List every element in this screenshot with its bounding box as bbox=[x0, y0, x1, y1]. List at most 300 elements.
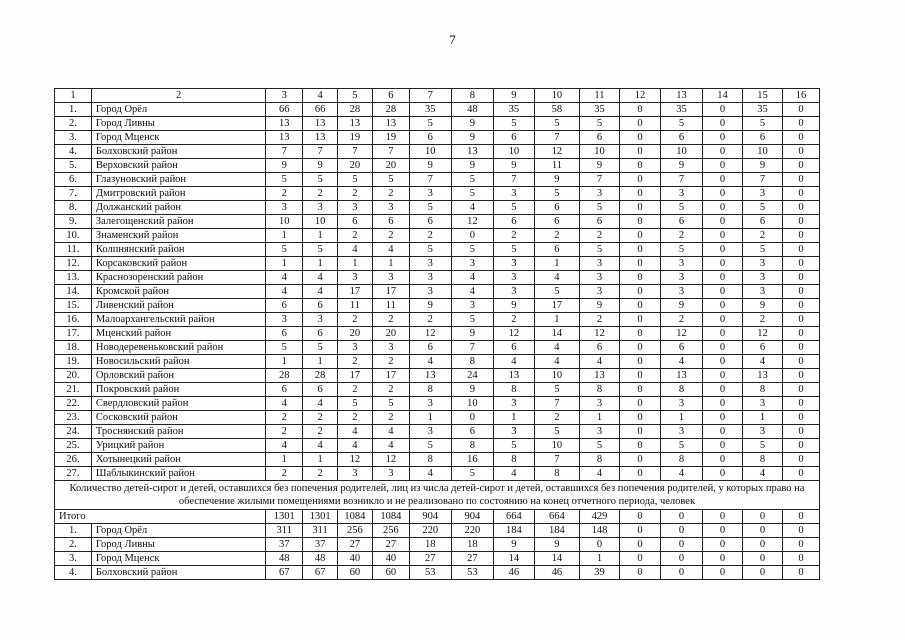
value-cell: 0 bbox=[702, 299, 742, 313]
value-cell: 3 bbox=[372, 271, 409, 285]
value-cell: 8 bbox=[493, 453, 534, 467]
value-cell: 4 bbox=[534, 355, 579, 369]
value-cell: 0 bbox=[742, 552, 782, 566]
value-cell: 4 bbox=[409, 355, 451, 369]
value-cell: 13 bbox=[409, 369, 451, 383]
totals-value-cell: 1301 bbox=[266, 510, 303, 524]
value-cell: 3 bbox=[338, 201, 373, 215]
value-cell: 0 bbox=[782, 566, 819, 580]
table-row bbox=[55, 299, 820, 313]
value-cell: 9 bbox=[660, 159, 702, 173]
value-cell: 17 bbox=[338, 369, 373, 383]
district-name-cell: Город Орёл bbox=[91, 524, 265, 538]
value-cell: 0 bbox=[660, 538, 702, 552]
value-cell: 9 bbox=[660, 299, 702, 313]
value-cell: 3 bbox=[579, 257, 619, 271]
value-cell: 5 bbox=[579, 439, 619, 453]
value-cell: 60 bbox=[372, 566, 409, 580]
value-cell: 7 bbox=[579, 173, 619, 187]
row-number-cell: 2. bbox=[55, 117, 92, 131]
value-cell: 4 bbox=[451, 271, 493, 285]
value-cell: 5 bbox=[409, 201, 451, 215]
value-cell: 0 bbox=[782, 173, 819, 187]
row-number-cell: 18. bbox=[55, 341, 92, 355]
value-cell: 10 bbox=[493, 145, 534, 159]
value-cell: 6 bbox=[266, 299, 303, 313]
district-name-cell: Город Орёл bbox=[91, 103, 265, 117]
value-cell: 13 bbox=[451, 145, 493, 159]
value-cell: 1 bbox=[303, 257, 338, 271]
table-row bbox=[55, 285, 820, 299]
value-cell: 3 bbox=[742, 285, 782, 299]
district-name-cell: Колпнянский район bbox=[91, 243, 265, 257]
value-cell: 2 bbox=[266, 411, 303, 425]
value-cell: 1 bbox=[266, 229, 303, 243]
value-cell: 6 bbox=[451, 425, 493, 439]
value-cell: 9 bbox=[451, 383, 493, 397]
value-cell: 3 bbox=[493, 425, 534, 439]
value-cell: 3 bbox=[742, 425, 782, 439]
value-cell: 4 bbox=[338, 439, 373, 453]
table-row bbox=[55, 159, 820, 173]
table-row bbox=[55, 243, 820, 257]
value-cell: 0 bbox=[619, 397, 660, 411]
value-cell: 6 bbox=[409, 341, 451, 355]
value-cell: 8 bbox=[493, 383, 534, 397]
value-cell: 7 bbox=[534, 453, 579, 467]
value-cell: 0 bbox=[702, 243, 742, 257]
value-cell: 7 bbox=[303, 145, 338, 159]
district-name-cell: Залегощенский район bbox=[91, 215, 265, 229]
value-cell: 0 bbox=[619, 538, 660, 552]
value-cell: 4 bbox=[338, 243, 373, 257]
district-name-cell: Корсаковский район bbox=[91, 257, 265, 271]
row-number-cell: 1. bbox=[55, 524, 92, 538]
district-name-cell: Шаблыкинский район bbox=[91, 467, 265, 481]
value-cell: 12 bbox=[660, 327, 702, 341]
district-name-cell: Город Ливны bbox=[91, 538, 265, 552]
value-cell: 6 bbox=[579, 131, 619, 145]
value-cell: 0 bbox=[619, 159, 660, 173]
value-cell: 27 bbox=[409, 552, 451, 566]
value-cell: 0 bbox=[782, 369, 819, 383]
value-cell: 3 bbox=[451, 257, 493, 271]
value-cell: 7 bbox=[493, 173, 534, 187]
row-number-cell: 4. bbox=[55, 145, 92, 159]
value-cell: 0 bbox=[782, 538, 819, 552]
table-row bbox=[55, 552, 820, 566]
value-cell: 0 bbox=[619, 299, 660, 313]
value-cell: 13 bbox=[266, 117, 303, 131]
value-cell: 13 bbox=[579, 369, 619, 383]
value-cell: 8 bbox=[451, 355, 493, 369]
value-cell: 5 bbox=[579, 243, 619, 257]
row-number-cell: 10. bbox=[55, 229, 92, 243]
value-cell: 67 bbox=[303, 566, 338, 580]
row-number-cell: 27. bbox=[55, 467, 92, 481]
value-cell: 0 bbox=[619, 552, 660, 566]
value-cell: 256 bbox=[372, 524, 409, 538]
value-cell: 6 bbox=[266, 327, 303, 341]
value-cell: 37 bbox=[303, 538, 338, 552]
value-cell: 17 bbox=[372, 369, 409, 383]
value-cell: 3 bbox=[372, 201, 409, 215]
value-cell: 0 bbox=[782, 453, 819, 467]
row-number-cell: 2. bbox=[55, 538, 92, 552]
value-cell: 0 bbox=[619, 117, 660, 131]
value-cell: 0 bbox=[660, 524, 702, 538]
value-cell: 2 bbox=[372, 187, 409, 201]
row-number-cell: 5. bbox=[55, 159, 92, 173]
value-cell: 5 bbox=[534, 285, 579, 299]
value-cell: 2 bbox=[303, 467, 338, 481]
table-row bbox=[55, 425, 820, 439]
value-cell: 4 bbox=[266, 439, 303, 453]
value-cell: 7 bbox=[534, 131, 579, 145]
value-cell: 28 bbox=[303, 369, 338, 383]
table-row bbox=[55, 411, 820, 425]
value-cell: 2 bbox=[372, 411, 409, 425]
value-cell: 2 bbox=[742, 229, 782, 243]
value-cell: 11 bbox=[372, 299, 409, 313]
totals-label: Итого bbox=[55, 510, 266, 524]
value-cell: 6 bbox=[660, 131, 702, 145]
row-number-cell: 9. bbox=[55, 215, 92, 229]
value-cell: 66 bbox=[303, 103, 338, 117]
value-cell: 10 bbox=[451, 397, 493, 411]
value-cell: 5 bbox=[493, 243, 534, 257]
value-cell: 0 bbox=[702, 397, 742, 411]
table-row bbox=[55, 524, 820, 538]
value-cell: 0 bbox=[702, 103, 742, 117]
value-cell: 2 bbox=[534, 411, 579, 425]
value-cell: 0 bbox=[619, 215, 660, 229]
value-cell: 6 bbox=[579, 341, 619, 355]
value-cell: 5 bbox=[742, 201, 782, 215]
value-cell: 5 bbox=[742, 439, 782, 453]
value-cell: 2 bbox=[372, 355, 409, 369]
value-cell: 12 bbox=[742, 327, 782, 341]
table-row bbox=[55, 313, 820, 327]
value-cell: 13 bbox=[493, 369, 534, 383]
district-name-cell: Покровский район bbox=[91, 383, 265, 397]
district-name-cell: Дмитровский район bbox=[91, 187, 265, 201]
value-cell: 4 bbox=[493, 467, 534, 481]
value-cell: 0 bbox=[619, 524, 660, 538]
value-cell: 0 bbox=[702, 552, 742, 566]
value-cell: 5 bbox=[409, 439, 451, 453]
value-cell: 2 bbox=[303, 187, 338, 201]
value-cell: 2 bbox=[579, 313, 619, 327]
value-cell: 4 bbox=[742, 467, 782, 481]
value-cell: 0 bbox=[702, 257, 742, 271]
value-cell: 0 bbox=[702, 453, 742, 467]
value-cell: 12 bbox=[372, 453, 409, 467]
row-number-cell: 25. bbox=[55, 439, 92, 453]
value-cell: 3 bbox=[409, 285, 451, 299]
value-cell: 0 bbox=[702, 285, 742, 299]
value-cell: 8 bbox=[742, 383, 782, 397]
value-cell: 0 bbox=[702, 201, 742, 215]
value-cell: 5 bbox=[303, 341, 338, 355]
value-cell: 10 bbox=[579, 145, 619, 159]
value-cell: 14 bbox=[493, 552, 534, 566]
value-cell: 0 bbox=[702, 411, 742, 425]
value-cell: 1 bbox=[303, 229, 338, 243]
value-cell: 0 bbox=[619, 425, 660, 439]
row-number-cell: 11. bbox=[55, 243, 92, 257]
value-cell: 3 bbox=[493, 257, 534, 271]
totals-value-cell: 0 bbox=[619, 510, 660, 524]
value-cell: 11 bbox=[534, 159, 579, 173]
column-number-cell: 9 bbox=[493, 89, 534, 103]
value-cell: 9 bbox=[409, 299, 451, 313]
value-cell: 0 bbox=[782, 467, 819, 481]
value-cell: 13 bbox=[266, 131, 303, 145]
value-cell: 0 bbox=[702, 229, 742, 243]
value-cell: 3 bbox=[660, 285, 702, 299]
value-cell: 3 bbox=[338, 341, 373, 355]
district-name-cell: Знаменский район bbox=[91, 229, 265, 243]
value-cell: 35 bbox=[493, 103, 534, 117]
value-cell: 1 bbox=[338, 257, 373, 271]
district-name-cell: Орловский район bbox=[91, 369, 265, 383]
value-cell: 5 bbox=[660, 243, 702, 257]
totals-value-cell: 664 bbox=[493, 510, 534, 524]
table-row bbox=[55, 173, 820, 187]
value-cell: 2 bbox=[303, 425, 338, 439]
value-cell: 5 bbox=[266, 243, 303, 257]
value-cell: 17 bbox=[534, 299, 579, 313]
value-cell: 5 bbox=[451, 243, 493, 257]
value-cell: 20 bbox=[372, 327, 409, 341]
totals-value-cell: 1084 bbox=[338, 510, 373, 524]
value-cell: 5 bbox=[660, 439, 702, 453]
value-cell: 11 bbox=[338, 299, 373, 313]
value-cell: 3 bbox=[493, 187, 534, 201]
value-cell: 46 bbox=[493, 566, 534, 580]
column-number-cell: 10 bbox=[534, 89, 579, 103]
value-cell: 12 bbox=[493, 327, 534, 341]
value-cell: 4 bbox=[303, 271, 338, 285]
value-cell: 2 bbox=[372, 313, 409, 327]
value-cell: 13 bbox=[303, 131, 338, 145]
value-cell: 0 bbox=[702, 538, 742, 552]
value-cell: 7 bbox=[266, 145, 303, 159]
value-cell: 4 bbox=[409, 467, 451, 481]
value-cell: 3 bbox=[493, 271, 534, 285]
value-cell: 7 bbox=[534, 397, 579, 411]
value-cell: 6 bbox=[579, 215, 619, 229]
district-name-cell: Кромской район bbox=[91, 285, 265, 299]
value-cell: 18 bbox=[409, 538, 451, 552]
value-cell: 5 bbox=[372, 173, 409, 187]
table-row bbox=[55, 145, 820, 159]
value-cell: 10 bbox=[303, 215, 338, 229]
value-cell: 13 bbox=[303, 117, 338, 131]
value-cell: 0 bbox=[619, 103, 660, 117]
totals-row bbox=[55, 510, 820, 524]
value-cell: 5 bbox=[409, 243, 451, 257]
value-cell: 5 bbox=[451, 187, 493, 201]
value-cell: 5 bbox=[742, 117, 782, 131]
value-cell: 17 bbox=[338, 285, 373, 299]
value-cell: 13 bbox=[742, 369, 782, 383]
value-cell: 7 bbox=[409, 173, 451, 187]
value-cell: 7 bbox=[372, 145, 409, 159]
totals-value-cell: 1084 bbox=[372, 510, 409, 524]
value-cell: 220 bbox=[451, 524, 493, 538]
value-cell: 12 bbox=[338, 453, 373, 467]
value-cell: 6 bbox=[303, 383, 338, 397]
value-cell: 0 bbox=[451, 229, 493, 243]
value-cell: 8 bbox=[579, 453, 619, 467]
value-cell: 1 bbox=[579, 552, 619, 566]
value-cell: 2 bbox=[338, 383, 373, 397]
value-cell: 2 bbox=[266, 187, 303, 201]
value-cell: 6 bbox=[303, 327, 338, 341]
value-cell: 48 bbox=[451, 103, 493, 117]
value-cell: 2 bbox=[579, 229, 619, 243]
value-cell: 0 bbox=[782, 355, 819, 369]
value-cell: 4 bbox=[660, 467, 702, 481]
value-cell: 4 bbox=[338, 425, 373, 439]
value-cell: 2 bbox=[303, 411, 338, 425]
value-cell: 1 bbox=[742, 411, 782, 425]
value-cell: 8 bbox=[660, 383, 702, 397]
value-cell: 0 bbox=[702, 215, 742, 229]
value-cell: 5 bbox=[534, 117, 579, 131]
value-cell: 2 bbox=[534, 229, 579, 243]
value-cell: 3 bbox=[493, 397, 534, 411]
value-cell: 4 bbox=[451, 201, 493, 215]
value-cell: 4 bbox=[534, 271, 579, 285]
column-number-cell: 6 bbox=[372, 89, 409, 103]
value-cell: 9 bbox=[409, 159, 451, 173]
value-cell: 0 bbox=[619, 327, 660, 341]
value-cell: 4 bbox=[372, 243, 409, 257]
column-number-row bbox=[55, 89, 820, 103]
value-cell: 0 bbox=[619, 411, 660, 425]
value-cell: 9 bbox=[534, 173, 579, 187]
value-cell: 20 bbox=[372, 159, 409, 173]
value-cell: 0 bbox=[702, 369, 742, 383]
value-cell: 5 bbox=[579, 201, 619, 215]
value-cell: 5 bbox=[493, 439, 534, 453]
value-cell: 9 bbox=[493, 299, 534, 313]
value-cell: 0 bbox=[782, 243, 819, 257]
value-cell: 1 bbox=[534, 313, 579, 327]
value-cell: 0 bbox=[619, 187, 660, 201]
column-number-cell: 2 bbox=[91, 89, 265, 103]
value-cell: 0 bbox=[782, 103, 819, 117]
value-cell: 5 bbox=[534, 425, 579, 439]
value-cell: 0 bbox=[782, 411, 819, 425]
value-cell: 5 bbox=[493, 201, 534, 215]
value-cell: 60 bbox=[338, 566, 373, 580]
value-cell: 3 bbox=[579, 397, 619, 411]
value-cell: 4 bbox=[372, 425, 409, 439]
table-row bbox=[55, 538, 820, 552]
row-number-cell: 1. bbox=[55, 103, 92, 117]
value-cell: 6 bbox=[372, 215, 409, 229]
value-cell: 10 bbox=[534, 439, 579, 453]
value-cell: 14 bbox=[534, 327, 579, 341]
row-number-cell: 15. bbox=[55, 299, 92, 313]
value-cell: 4 bbox=[451, 285, 493, 299]
value-cell: 0 bbox=[619, 566, 660, 580]
value-cell: 10 bbox=[534, 369, 579, 383]
value-cell: 2 bbox=[338, 355, 373, 369]
value-cell: 5 bbox=[451, 467, 493, 481]
row-number-cell: 16. bbox=[55, 313, 92, 327]
value-cell: 2 bbox=[266, 467, 303, 481]
value-cell: 66 bbox=[266, 103, 303, 117]
value-cell: 67 bbox=[266, 566, 303, 580]
value-cell: 2 bbox=[409, 229, 451, 243]
value-cell: 2 bbox=[409, 313, 451, 327]
value-cell: 10 bbox=[266, 215, 303, 229]
value-cell: 0 bbox=[782, 285, 819, 299]
value-cell: 311 bbox=[303, 524, 338, 538]
value-cell: 6 bbox=[303, 299, 338, 313]
value-cell: 0 bbox=[782, 383, 819, 397]
value-cell: 3 bbox=[338, 467, 373, 481]
value-cell: 1 bbox=[303, 453, 338, 467]
value-cell: 4 bbox=[303, 439, 338, 453]
value-cell: 58 bbox=[534, 103, 579, 117]
value-cell: 4 bbox=[303, 285, 338, 299]
value-cell: 0 bbox=[660, 552, 702, 566]
table-row bbox=[55, 131, 820, 145]
value-cell: 0 bbox=[782, 229, 819, 243]
value-cell: 35 bbox=[742, 103, 782, 117]
value-cell: 3 bbox=[372, 467, 409, 481]
value-cell: 0 bbox=[579, 538, 619, 552]
value-cell: 0 bbox=[782, 215, 819, 229]
value-cell: 0 bbox=[619, 285, 660, 299]
table-row bbox=[55, 369, 820, 383]
value-cell: 5 bbox=[534, 187, 579, 201]
value-cell: 0 bbox=[619, 271, 660, 285]
row-number-cell: 23. bbox=[55, 411, 92, 425]
value-cell: 4 bbox=[534, 341, 579, 355]
value-cell: 3 bbox=[493, 285, 534, 299]
value-cell: 5 bbox=[451, 173, 493, 187]
district-name-cell: Мценский район bbox=[91, 327, 265, 341]
row-number-cell: 14. bbox=[55, 285, 92, 299]
section-note-row bbox=[55, 481, 820, 510]
value-cell: 7 bbox=[451, 341, 493, 355]
value-cell: 27 bbox=[372, 538, 409, 552]
value-cell: 40 bbox=[372, 552, 409, 566]
column-number-cell: 7 bbox=[409, 89, 451, 103]
value-cell: 5 bbox=[409, 117, 451, 131]
totals-value-cell: 0 bbox=[702, 510, 742, 524]
row-number-cell: 22. bbox=[55, 397, 92, 411]
totals-value-cell: 0 bbox=[782, 510, 819, 524]
value-cell: 10 bbox=[409, 145, 451, 159]
value-cell: 3 bbox=[579, 187, 619, 201]
row-number-cell: 19. bbox=[55, 355, 92, 369]
column-number-cell: 13 bbox=[660, 89, 702, 103]
value-cell: 184 bbox=[534, 524, 579, 538]
value-cell: 3 bbox=[579, 425, 619, 439]
value-cell: 1 bbox=[409, 411, 451, 425]
value-cell: 10 bbox=[660, 145, 702, 159]
value-cell: 0 bbox=[782, 187, 819, 201]
value-cell: 0 bbox=[702, 131, 742, 145]
